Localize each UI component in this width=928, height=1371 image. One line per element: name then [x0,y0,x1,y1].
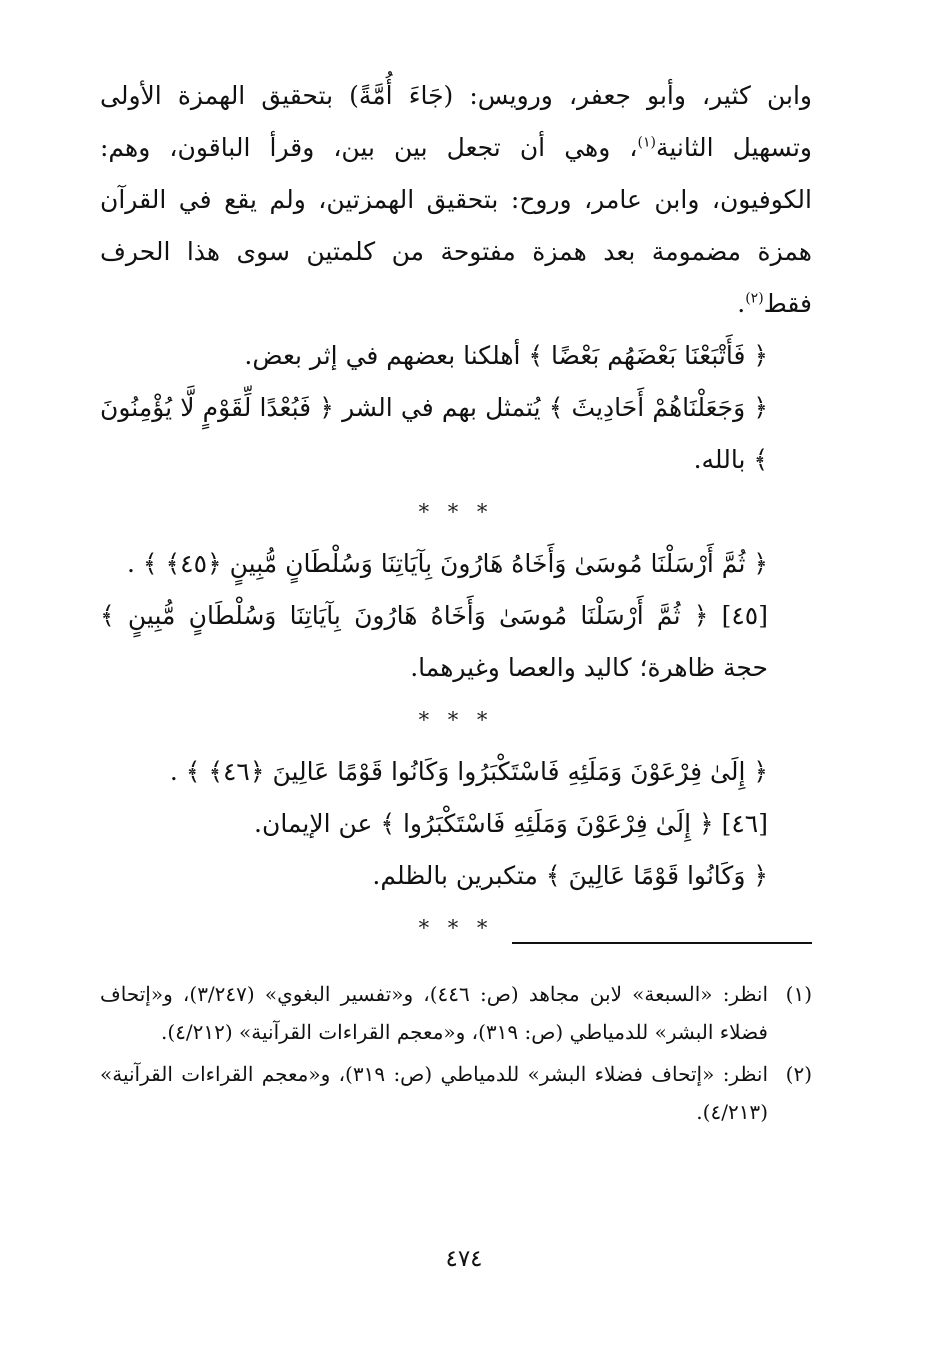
main-text [100,70,812,954]
footnote-ref-1[interactable]: (١) [637,134,656,151]
separator-stars: * * * [418,916,494,940]
footnote-number: (١) [785,982,812,1006]
footnote-number: (٢) [785,1062,812,1086]
paragraph-qiraat [100,70,812,330]
paragraph-text-cont: ، وهي أن تجعل بين بين، وقرأ الباقون، وهم: الكوفيون، وابن عامر، وروح: بتحقيق الهمزتين، ولم يقع في القرآن همزة مضمومة بعد همزة مفتوحة من كلمتين سوى هذا الحرف فقط [100,133,812,318]
page-number: ٤٧٤ [445,1246,483,1272]
footnote-text: انظر: «إتحاف فضلاء البشر» للدمياطي (ص: ٣١٩)، و«معجم القراءات القرآنية» (٤/٢١٣). [100,1062,768,1124]
footnote-text: انظر: «السبعة» لابن مجاهد (ص: ٤٤٦)، و«تفسير البغوي» (٣/٢٤٧)، و«إتحاف فضلاء البشر» للدمياطي (ص: ٣١٩)، و«معجم القراءات القرآنية» (٤/٢١٢). [100,982,769,1044]
paragraph-text: وابن كثير، وأبو جعفر، ورويس: (جَاءَ أُمَّةً) بتحقيق الهمزة الأولى وتسهيل الثانية [100,81,812,162]
tafsir-46-b: ﴿ وَكَانُوا قَوْمًا عَالِينَ ﴾ متكبرين بالظلم. [372,861,768,890]
paragraph-end: . [737,289,746,318]
footnotes [100,975,812,1135]
tafsir-line-atbana: ﴿ فَأَتْبَعْنَا بَعْضَهُم بَعْضًا ﴾ أهلكنا بعضهم في إثر بعض. [244,341,768,370]
separator-stars: * * * [418,708,494,732]
footnote-separator [512,942,812,944]
tafsir-line-ahadith: ﴿ وَجَعَلْنَاهُمْ أَحَادِيثَ ﴾ يُتمثل بهم في الشر ﴿ فَبُعْدًا لِّقَوْمٍ لَّا يُؤْمِنُونَ ﴾ بالله. [100,393,768,474]
footnote-1 [100,975,812,1051]
tafsir-46-a: [٤٦] ﴿ إِلَىٰ فِرْعَوْنَ وَمَلَئِهِ فَاسْتَكْبَرُوا ﴾ عن الإيمان. [254,809,768,838]
ayah-46: ﴿ إِلَىٰ فِرْعَوْنَ وَمَلَئِهِ فَاسْتَكْبَرُوا وَكَانُوا قَوْمًا عَالِينَ ﴿٤٦﴾ ﴾ . [169,757,768,786]
ayah-45: ﴿ ثُمَّ أَرْسَلْنَا مُوسَىٰ وَأَخَاهُ هَارُونَ بِآيَاتِنَا وَسُلْطَانٍ مُّبِينٍ ﴿٤٥﴾ ﴾ . [127,549,768,578]
footnote-ref-2[interactable]: (٢) [745,290,764,307]
footnote-2 [100,1055,812,1131]
separator-stars: * * * [418,500,494,524]
tafsir-45: [٤٥] ﴿ ثُمَّ أَرْسَلْنَا مُوسَىٰ وَأَخَاهُ هَارُونَ بِآيَاتِنَا وَسُلْطَانٍ مُّبِينٍ ﴾ حجة ظاهرة؛ كاليد والعصا وغيرهما. [100,601,768,682]
